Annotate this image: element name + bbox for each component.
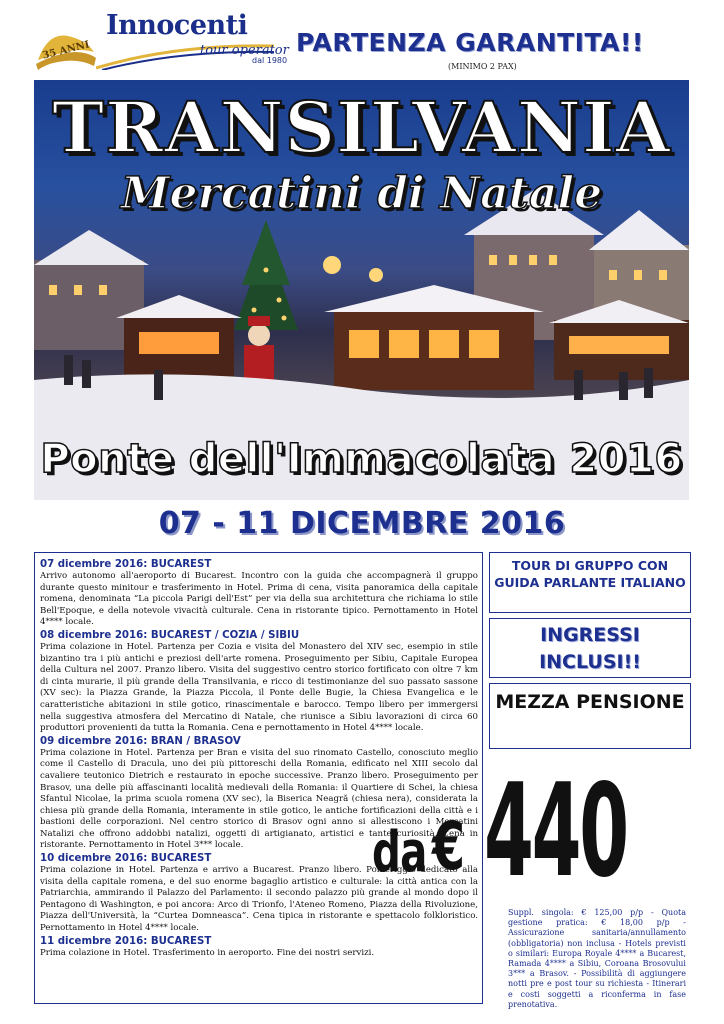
- day-title: 11 dicembre 2016: BUCAREST: [40, 935, 212, 947]
- price-currency: €: [432, 808, 466, 885]
- hero-subtitle: Mercatini di Natale: [120, 168, 603, 219]
- price-prefix: da: [372, 820, 427, 885]
- ingressi-box: INGRESSI INCLUSI!!: [489, 618, 691, 678]
- day-description: Prima colazione in Hotel. Partenza per Cozia e visita del Monastero del XIV sec, esempio in stile bizantino tra i più antichi e preziosi dell'arte romena. Proseguimento per Sibiu, Capitale Europea della Cultura nel 2007. Pranzo libero. Visita del suggestivo centro storico fortificato con oltre 7 km di cinta murarie, il più grande della Transilvania, e ricco di testimonianze del suo passato sassone (XV sec): la Piazza Grande, la Piazza Piccola, il Ponte delle Bugie, la Chiesa Evangelica e le caratteristiche abitazioni in stile gotico, rinascimentale e barocco. Tempo libero per immergersi nella suggestiva atmosfera del Mercatino di Natale, che riunisce a Sibiu lavorazioni di circa 60 produttori provenienti da tutta la Romania. Cena e pernottamento in Hotel 4**** locale.: [40, 641, 478, 734]
- day-title: 10 dicembre 2016: BUCAREST: [40, 853, 212, 865]
- anniversary-label: 35 ANNI: [41, 38, 91, 62]
- day-description: Prima colazione in Hotel. Trasferimento in aeroporto. Fine dei nostri servizi.: [40, 947, 375, 958]
- day-description: Prima colazione in Hotel. Partenza per Bran e visita del suo rinomato Castello, conosciuto meglio come il Castello di Dracula, uno dei più pittoreschi della Romania, edificato nel XIII secolo dal cavaliere teutonico Dietrich e restaurato in epoche successive. Pranzo libero. Proseguimento per Brasov, una delle più affascinanti località medievali della Romania: il Quartiere di Schei, la chiesa Sfantul Nicolae, la prima scuola romena (XV sec), la Biserica Neagră (chiesa nera), considerata la chiesa più grande della Romania, interamente in stile gotico, le antiche fortificazioni della città e i bastioni delle corporazioni. Nel centro storico di Brasov ogni anno si allestiscono i Mercatini Natalizi che offrono addobbi natalizi, oggetti di artigianato, artistici e tante curiosità. Cena in ristorante. Pernottamento in Hotel 3*** locale.: [40, 747, 478, 851]
- price-amount: 440: [484, 757, 627, 906]
- itinerary-day: [40, 629, 478, 735]
- brand-name: Innocenti: [106, 10, 248, 41]
- brand-since: dal 1980: [252, 56, 288, 65]
- itinerary-box: [34, 552, 483, 1004]
- hero-title: TRANSILVANIA: [52, 86, 671, 169]
- tour-info-box: TOUR DI GRUPPO CON GUIDA PARLANTE ITALIANO: [489, 552, 691, 613]
- day-description: Arrivo autonomo all'aeroporto di Bucarest. Incontro con la guida che accompagnerà il gruppo durante questo minitour e trasferimento in Hotel. Prima di cena, visita panoramica della capitale romena, denominata “La piccola Parigi dell'Est” per via della sua architettura che richiama lo stile Bell'Epoque, e della notevole vivacità culturale. Cena in ristorante tipico. Pernottamento in Hotel 4**** locale.: [40, 571, 478, 628]
- day-title: 09 dicembre 2016: BRAN / BRASOV: [40, 735, 241, 747]
- brand-logo: [30, 10, 290, 78]
- brand-tagline: tour operator: [200, 43, 289, 58]
- mezza-pensione-box: MEZZA PENSIONE: [489, 683, 691, 749]
- minimo-note: (MINIMO 2 PAX): [448, 62, 517, 71]
- itinerary-day: [40, 935, 478, 960]
- itinerary-day: [40, 558, 478, 629]
- day-title: 08 dicembre 2016: BUCAREST / COZIA / SIBIU: [40, 629, 300, 641]
- hero-image: [34, 80, 689, 500]
- partenza-headline: PARTENZA GARANTITA!!: [296, 28, 644, 57]
- day-title: 07 dicembre 2016: BUCAREST: [40, 559, 212, 570]
- day-description: Prima colazione in Hotel. Partenza e arrivo a Bucarest. Pranzo libero. Pomeriggio dedicato alla visita della capitale romena, e del suo enorme bagaglio artistico e culturale: la città antica con la Patriarchia, ammirando il Palazzo del Parlamento: il secondo palazzo più grande al mondo dopo il Pentagono di Washington, e poi ancora: Arco di Trionfo, l'Ateneo Romeno, Piazza della Rivoluzione, Piazza dell'Università, la “Curtea Domneasca”. Cena tipica in ristorante e spettacolo folkloristico. Pernottamento in Hotel 4**** locale.: [40, 865, 478, 934]
- hero-banner: Ponte dell'Immacolata 2016: [40, 436, 683, 482]
- trip-dates: 07 - 11 DICEMBRE 2016: [158, 506, 566, 541]
- price-notes: Suppl. singola: € 125,00 p/p - Quota gestione pratica: € 18,00 p/p - Assicurazione sanitaria/annullamento (obbligatoria) non inclusa - Hotels previsti o similari: Europa Royale 4**** a Bucarest, Ramada 4**** a Sibiu, Coroana Brosovului 3*** a Brasov. - Possibilità di aggiungere notti pre e post tour su richiesta - Itinerari e costi soggetti a riconferma in fase prenotativa.: [508, 908, 686, 1009]
